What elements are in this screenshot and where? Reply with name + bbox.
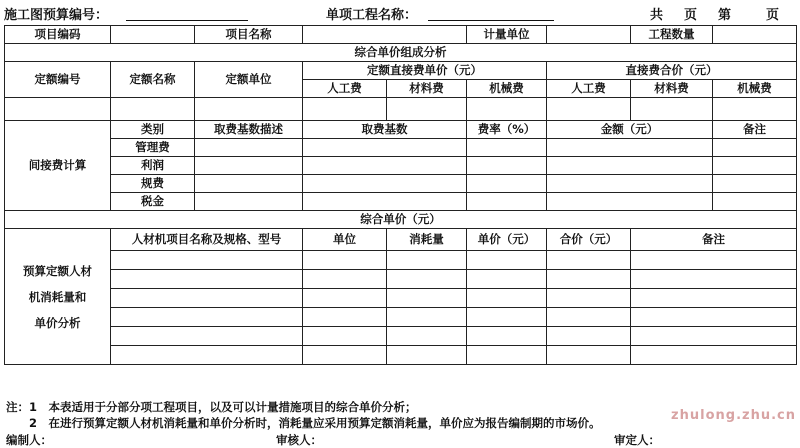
total-labor-cell[interactable] [547, 98, 631, 121]
resource-unit-price-cell[interactable] [467, 327, 547, 346]
quota-unit-header: 定额单位 [195, 62, 303, 98]
watermark: zhulong.zhu.cn [671, 408, 796, 423]
project-info-row [5, 26, 797, 44]
resource-unit-header: 单位 [303, 229, 387, 251]
consumption-row [5, 308, 797, 327]
resource-name-cell[interactable] [111, 251, 303, 270]
unit-price-title-row [5, 211, 797, 229]
fee-remark-header: 备注 [713, 121, 797, 139]
resource-unit-cell[interactable] [303, 289, 387, 308]
resource-remark-cell[interactable] [631, 308, 797, 327]
fee-amount-cell[interactable] [547, 157, 713, 175]
resource-remark-cell[interactable] [631, 270, 797, 289]
unit-machine-header: 机械费 [467, 80, 547, 98]
analysis-title-row [5, 44, 797, 62]
consumption-label-line: 单价分析 [34, 315, 81, 330]
fee-base-desc-cell[interactable] [195, 157, 303, 175]
resource-name-cell[interactable] [111, 308, 303, 327]
resource-remark-cell[interactable] [631, 289, 797, 308]
unit-labor-cell[interactable] [303, 98, 387, 121]
fee-base-desc-cell[interactable] [195, 139, 303, 157]
resource-total-price-cell[interactable] [547, 308, 631, 327]
work-quantity-cell[interactable] [713, 26, 797, 44]
resource-unit-price-cell[interactable] [467, 289, 547, 308]
consumption-row [5, 270, 797, 289]
compiler-label: 编制人： [6, 433, 52, 447]
note-line-1: 注：1 本表适用于分部分项工程项目，以及可以计量措施项目的综合单价分析； [6, 400, 417, 414]
consumption-row [5, 289, 797, 308]
consumption-row [5, 327, 797, 346]
resource-name-cell[interactable] [111, 346, 303, 365]
fee-rate-cell[interactable] [467, 175, 547, 193]
resource-total-price-cell[interactable] [547, 327, 631, 346]
indirect-row [5, 175, 797, 193]
consumption-label-line: 预算定额人材 [23, 263, 92, 278]
fee-base-desc-cell[interactable] [195, 193, 303, 211]
resource-total-price-cell[interactable] [547, 270, 631, 289]
item-name-label: 项目名称 [195, 26, 303, 44]
fee-amount-cell[interactable] [547, 175, 713, 193]
project-name-field[interactable] [428, 20, 554, 21]
indirect-category-label: 规费 [111, 175, 195, 193]
unit-labor-header: 人工费 [303, 80, 387, 98]
indirect-row [5, 139, 797, 157]
consumption-qty-cell[interactable] [387, 346, 467, 365]
fee-rate-header: 费率（%） [467, 121, 547, 139]
resource-unit-cell[interactable] [303, 308, 387, 327]
resource-name-cell[interactable] [111, 270, 303, 289]
analysis-title: 综合单价组成分析 [5, 44, 797, 62]
fee-amount-cell[interactable] [547, 193, 713, 211]
budget-number-label: 施工图预算编号： [4, 8, 109, 23]
work-quantity-label: 工程数量 [631, 26, 713, 44]
consumption-qty-cell[interactable] [387, 270, 467, 289]
current-page-unit-label: 页 [766, 8, 780, 23]
fee-remark-cell[interactable] [713, 139, 797, 157]
total-material-header: 材料费 [631, 80, 713, 98]
fee-base-desc-header: 取费基数描述 [195, 121, 303, 139]
unit-material-header: 材料费 [387, 80, 467, 98]
resource-unit-cell[interactable] [303, 327, 387, 346]
resource-remark-header: 备注 [631, 229, 797, 251]
consumption-row [5, 251, 797, 270]
fee-base-cell[interactable] [303, 175, 467, 193]
consumption-label-line: 机消耗量和 [28, 289, 87, 304]
resource-total-price-cell[interactable] [547, 289, 631, 308]
unit-material-cell[interactable] [387, 98, 467, 121]
resource-unit-cell[interactable] [303, 270, 387, 289]
quota-data-row [5, 98, 797, 121]
resource-total-price-header: 合价（元） [547, 229, 631, 251]
project-name-label: 单项工程名称： [326, 8, 418, 23]
indirect-section-label: 间接费计算 [5, 121, 111, 211]
fee-base-desc-cell[interactable] [195, 175, 303, 193]
resource-remark-cell[interactable] [631, 251, 797, 270]
consumption-section-label [5, 229, 111, 365]
direct-unit-price-header: 定额直接费单价（元） [303, 62, 547, 80]
consumption-qty-header: 消耗量 [387, 229, 467, 251]
measure-unit-cell[interactable] [547, 26, 631, 44]
fee-rate-cell[interactable] [467, 139, 547, 157]
direct-total-price-header: 直接费合价（元） [547, 62, 797, 80]
unit-price-title: 综合单价（元） [5, 211, 797, 229]
fee-amount-cell[interactable] [547, 139, 713, 157]
reviewer-label: 审核人： [276, 433, 322, 447]
resource-total-price-cell[interactable] [547, 251, 631, 270]
fee-rate-cell[interactable] [467, 157, 547, 175]
quota-code-cell[interactable] [5, 98, 111, 121]
fee-remark-cell[interactable] [713, 193, 797, 211]
indirect-category-label: 管理费 [111, 139, 195, 157]
consumption-row [5, 346, 797, 365]
indirect-category-header: 类别 [111, 121, 195, 139]
fee-remark-cell[interactable] [713, 157, 797, 175]
quota-header-row [5, 62, 797, 80]
fee-rate-cell[interactable] [467, 193, 547, 211]
resource-remark-cell[interactable] [631, 346, 797, 365]
total-machine-cell[interactable] [713, 98, 797, 121]
current-page-label: 第 [718, 8, 732, 23]
fee-base-header: 取费基数 [303, 121, 467, 139]
resource-unit-cell[interactable] [303, 251, 387, 270]
resource-remark-cell[interactable] [631, 327, 797, 346]
total-pages-label: 共 [650, 8, 664, 23]
measure-unit-label: 计量单位 [467, 26, 547, 44]
item-name-cell[interactable] [303, 26, 467, 44]
resource-unit-price-cell[interactable] [467, 308, 547, 327]
consumption-qty-cell[interactable] [387, 308, 467, 327]
indirect-row [5, 157, 797, 175]
resource-name-cell[interactable] [111, 327, 303, 346]
consumption-header-row [5, 229, 797, 251]
resource-unit-price-cell[interactable] [467, 270, 547, 289]
fee-base-cell[interactable] [303, 157, 467, 175]
resource-unit-price-cell[interactable] [467, 346, 547, 365]
indirect-header-row [5, 121, 797, 139]
approver-label: 审定人： [614, 433, 660, 447]
consumption-qty-cell[interactable] [387, 327, 467, 346]
quota-code-header: 定额编号 [5, 62, 111, 98]
consumption-qty-cell[interactable] [387, 289, 467, 308]
note-line-2: 2 在进行预算定额人材机消耗量和单价分析时，消耗量应采用预算定额消耗量，单价应为报告编制期的市场价。 [6, 416, 601, 430]
indirect-category-label: 利润 [111, 157, 195, 175]
resource-name-cell[interactable] [111, 289, 303, 308]
unit-price-analysis-table [4, 25, 797, 365]
resource-unit-price-header: 单价（元） [467, 229, 547, 251]
item-code-label: 项目编码 [5, 26, 111, 44]
pages-unit-label: 页 [684, 8, 698, 23]
indirect-category-label: 税金 [111, 193, 195, 211]
fee-base-cell[interactable] [303, 139, 467, 157]
budget-number-field[interactable] [126, 20, 248, 21]
quota-name-cell[interactable] [111, 98, 195, 121]
total-material-cell[interactable] [631, 98, 713, 121]
unit-machine-cell[interactable] [467, 98, 547, 121]
resource-unit-cell[interactable] [303, 346, 387, 365]
resource-unit-price-cell[interactable] [467, 251, 547, 270]
consumption-qty-cell[interactable] [387, 251, 467, 270]
total-machine-header: 机械费 [713, 80, 797, 98]
fee-remark-cell[interactable] [713, 175, 797, 193]
fee-amount-header: 金额（元） [547, 121, 713, 139]
indirect-row [5, 193, 797, 211]
fee-base-cell[interactable] [303, 193, 467, 211]
total-labor-header: 人工费 [547, 80, 631, 98]
item-code-cell[interactable] [111, 26, 195, 44]
quota-name-header: 定额名称 [111, 62, 195, 98]
quota-unit-cell[interactable] [195, 98, 303, 121]
resource-total-price-cell[interactable] [547, 346, 631, 365]
resource-name-header: 人材机项目名称及规格、型号 [111, 229, 303, 251]
